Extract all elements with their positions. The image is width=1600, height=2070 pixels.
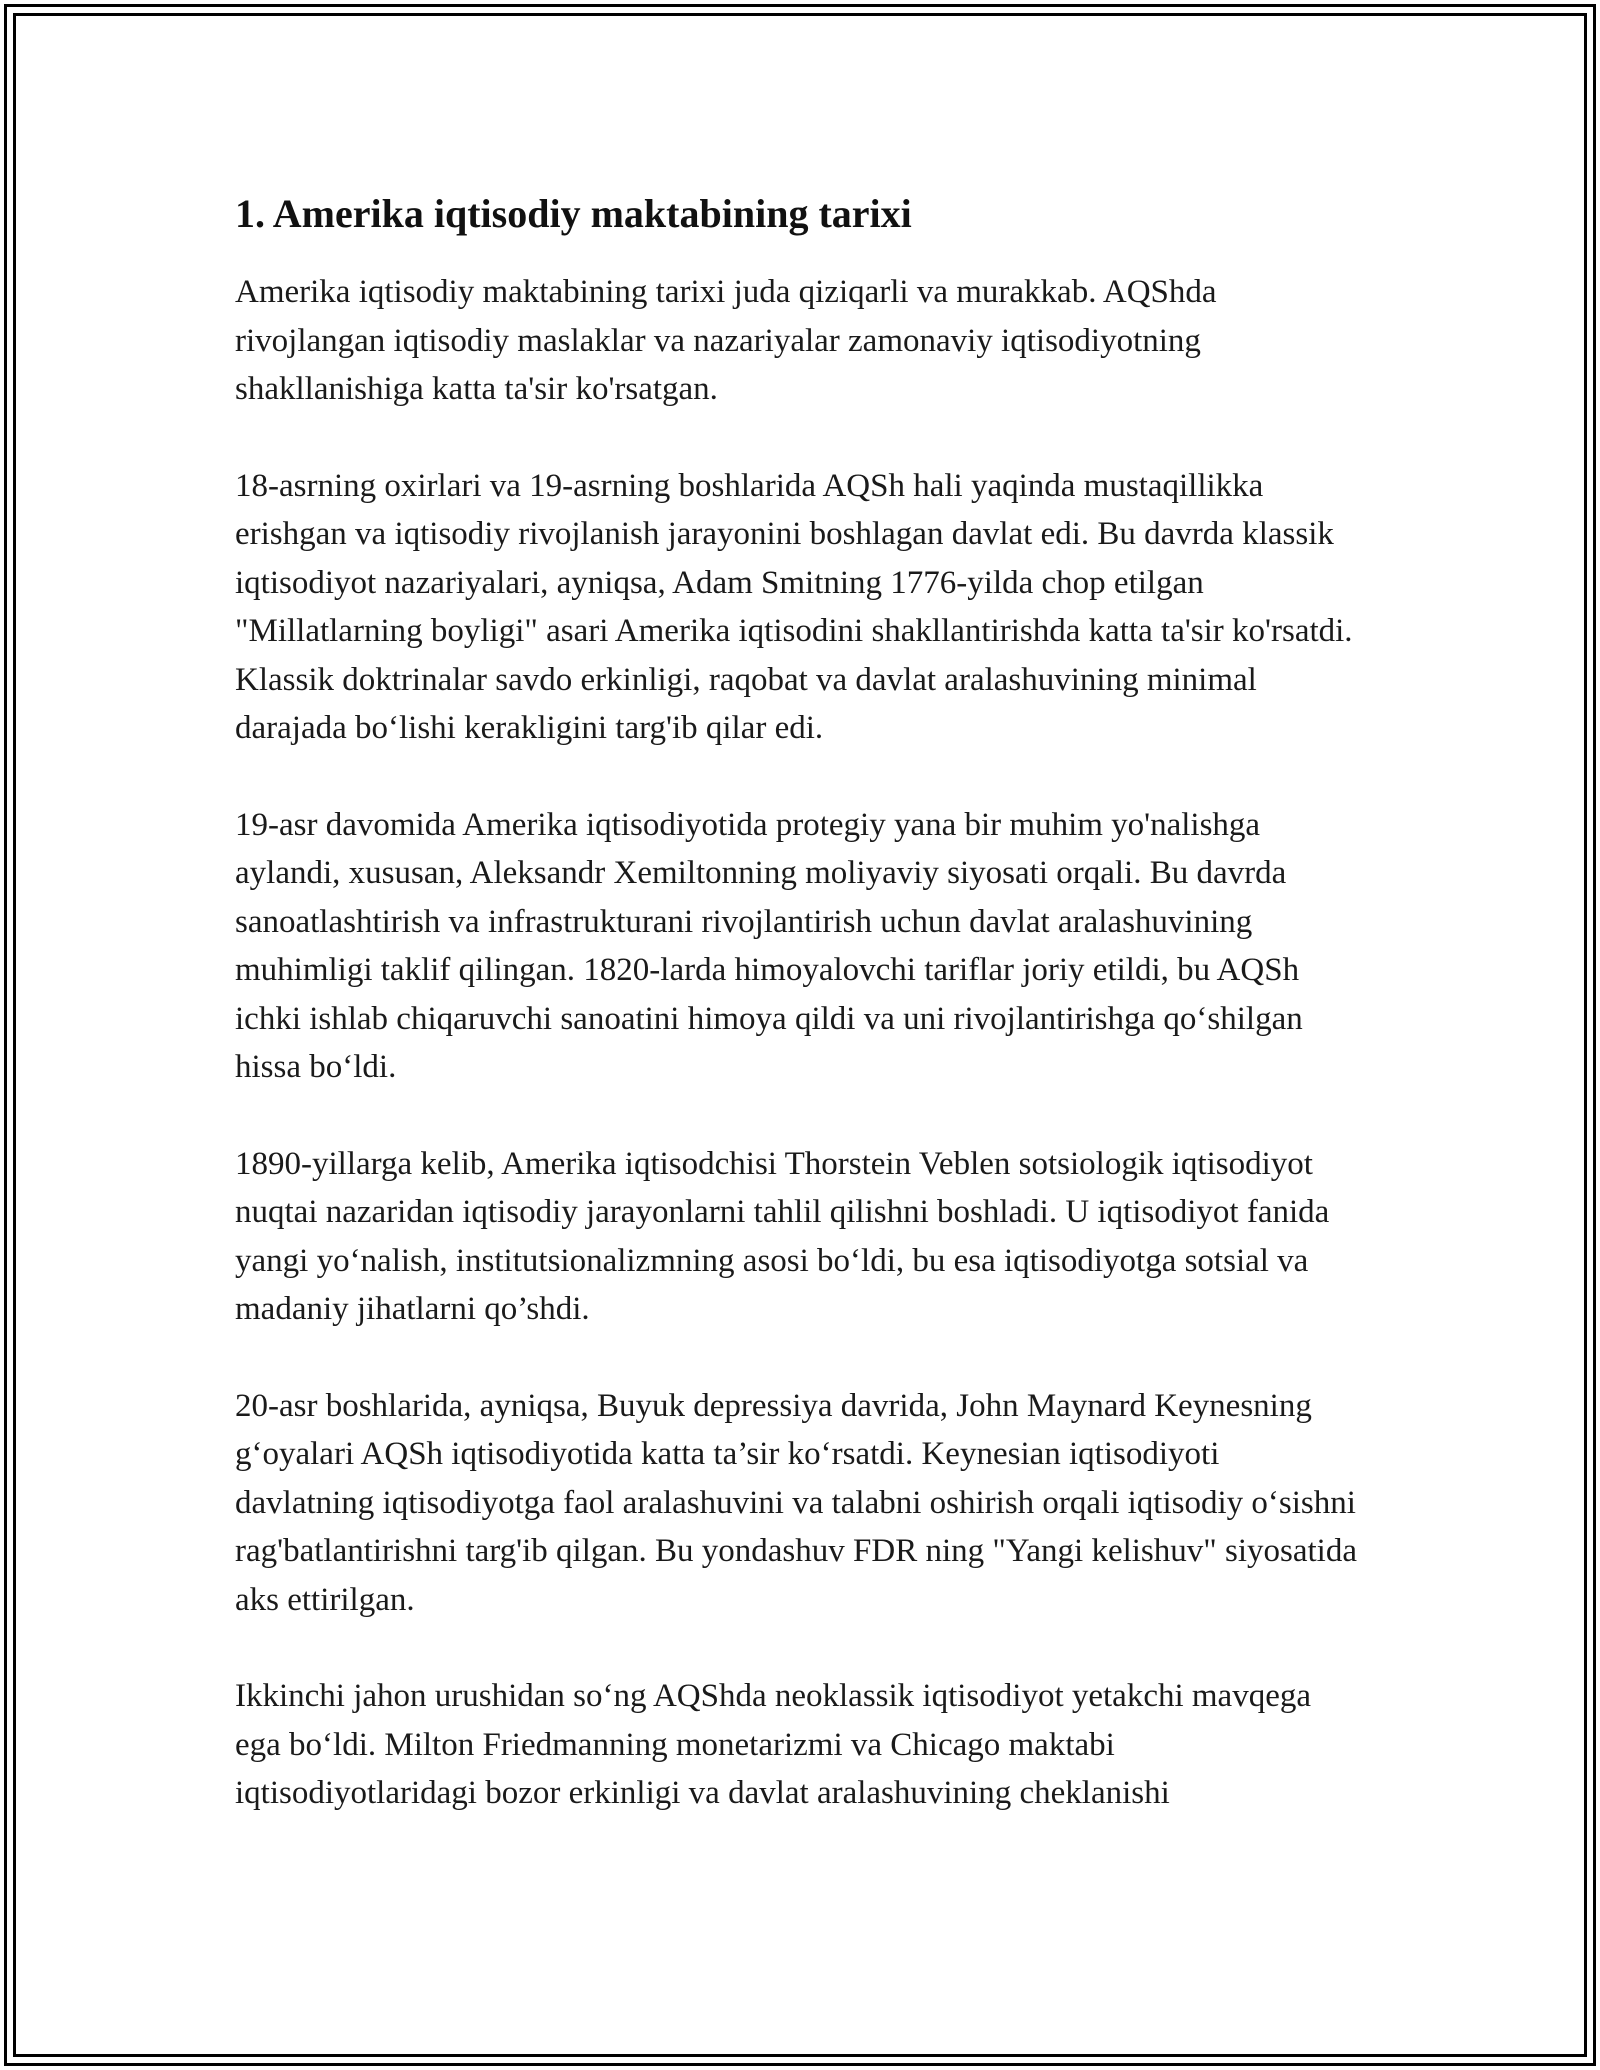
document-body [235, 188, 1365, 1866]
paragraph-intro: Amerika iqtisodiy maktabining tarixi juda qiziqarli va murakkab. AQShda rivojlangan iqtisodiy maslaklar va nazariyalar zamonaviy iqtisodiyotning shakllanishiga katta ta'sir ko'rsatgan. [235, 274, 1217, 407]
paragraph-veblen: 1890-yillarga kelib, Amerika iqtisodchisi Thorstein Veblen sotsiologik iqtisodiyot nuqtai nazaridan iqtisodiy jarayonlarni tahlil qilishni boshladi. U iqtisodiyot fanida yangi yoʻnalish, institutsionalizmning asosi boʻldi, bu esa iqtisodiyotga sotsial va madaniy jihatlarni qo’shdi. [235, 1145, 1330, 1327]
paragraph-19th-century: 19-asr davomida Amerika iqtisodiyotida protegiy yana bir muhim yo'nalishga aylandi, xususan, Aleksandr Xemiltonning moliyaviy siyosati orqali. Bu davrda sanoatlashtirish va infrastrukturani rivojlantirish uchun davlat aralashuvining muhimligi taklif qilingan. 1820-larda himoyalovchi tariflar joriy etildi, bu AQSh ichki ishlab chiqaruvchi sanoatini himoya qildi va uni rivojlantirishga qoʻshilgan hissa boʻldi. [235, 806, 1303, 1085]
paragraph-keynes: 20-asr boshlarida, ayniqsa, Buyuk depressiya davrida, John Maynard Keynesning gʻoyalari AQSh iqtisodiyotida katta ta’sir koʻrsatdi. Keynesian iqtisodiyoti davlatning iqtisodiyotga faol aralashuvini va talabni oshirish orqali iqtisodiy oʻsishni rag'batlantirishni targ'ib qilgan. Bu yondashuv FDR ning "Yangi kelishuv" siyosatida aks ettirilgan. [235, 1387, 1357, 1618]
paragraph-18th-century: 18-asrning oxirlari va 19-asrning boshlarida AQSh hali yaqinda mustaqillikka erishgan va iqtisodiy rivojlanish jarayonini boshlagan davlat edi. Bu davrda klassik iqtisodiyot nazariyalari, ayniqsa, Adam Smitning 1776-yilda chop etilgan "Millatlarning boyligi" asari Amerika iqtisodini shakllantirishda katta ta'sir ko'rsatdi. Klassik doktrinalar savdo erkinligi, raqobat va davlat aralashuvining minimal darajada boʻlishi kerakligini targ'ib qilar edi. [235, 467, 1353, 746]
section-heading: 1. Amerika iqtisodiy maktabining tarixi [235, 191, 912, 236]
paragraph-post-war: Ikkinchi jahon urushidan soʻng AQShda neoklassik iqtisodiyot yetakchi mavqega ega boʻldi. Milton Friedmanning monetarizmi va Chicago maktabi iqtisodiyotlaridagi bozor erkinligi va davlat aralashuvining cheklanishi [235, 1678, 1311, 1811]
